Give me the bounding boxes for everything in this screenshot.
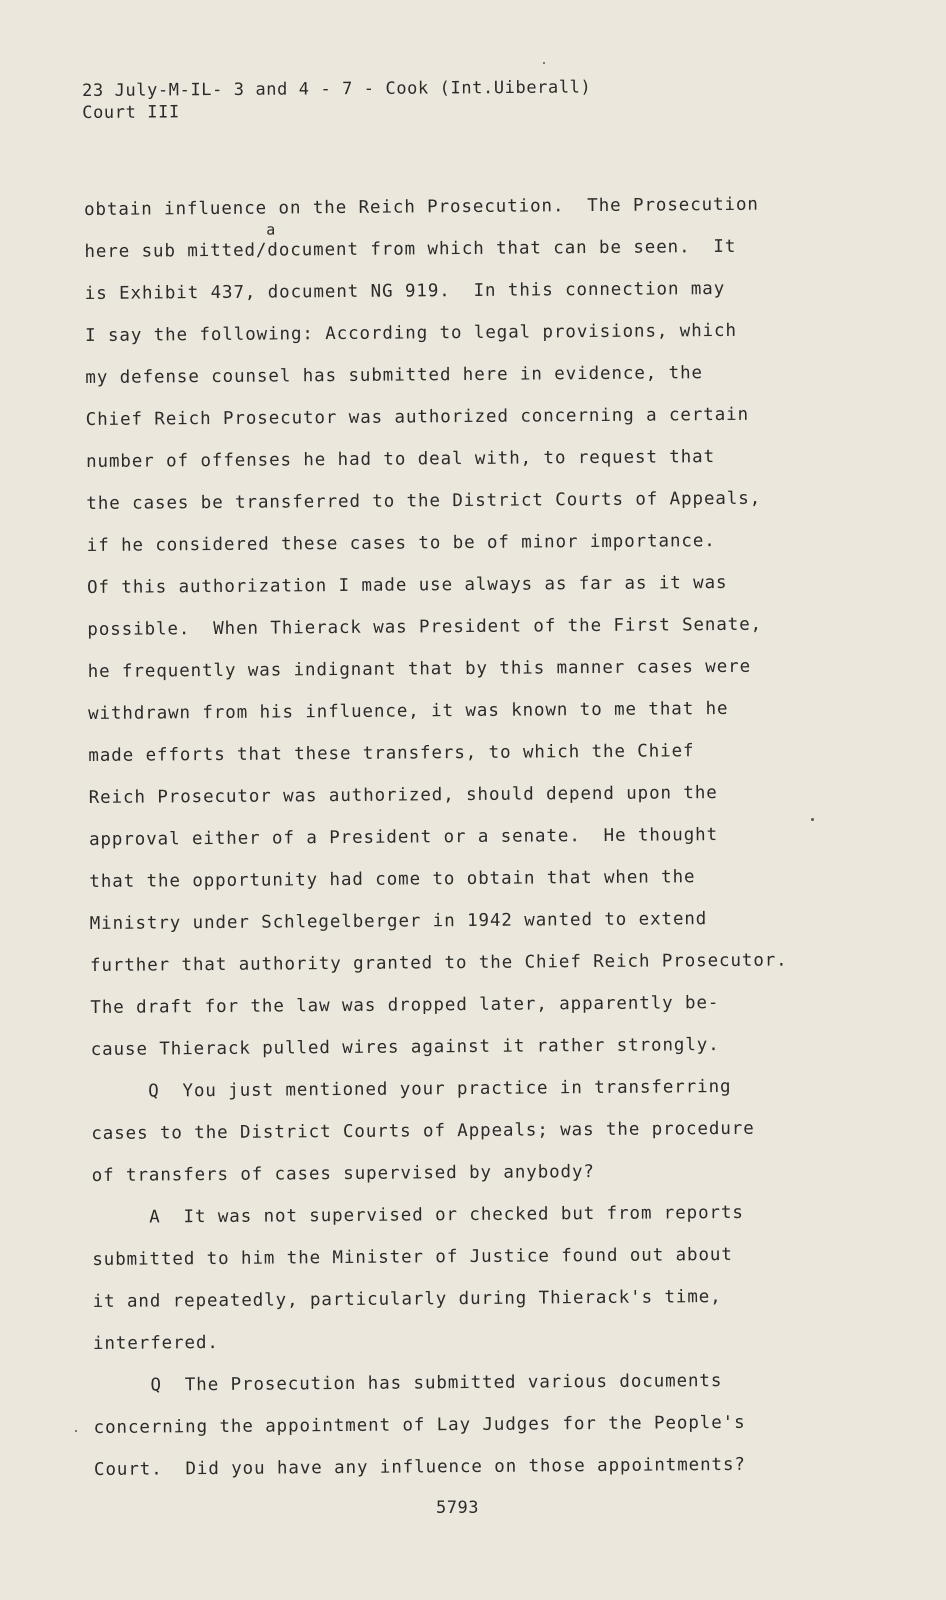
document-header bbox=[82, 76, 592, 124]
paper-speck bbox=[811, 818, 814, 821]
header-line-1: 23 July-M-IL- 3 and 4 - 7 - Cook (Int.Uiberall) bbox=[82, 77, 592, 101]
header-line-2: Court III bbox=[82, 102, 180, 123]
body-line: of transfers of cases supervised by anybody? bbox=[91, 1162, 595, 1186]
body-line: Q You just mentioned your practice in transferring bbox=[90, 1076, 732, 1102]
paper-speck bbox=[75, 1430, 77, 1432]
body-line: it and repeatedly, particularly during Thierack's time, bbox=[92, 1287, 722, 1312]
body-line: further that authority granted to the Chief Reich Prosecutor. bbox=[89, 950, 788, 976]
transcript-body bbox=[84, 194, 864, 1480]
body-line: here sub mitted/document from which that can be seen. It bbox=[84, 236, 737, 262]
body-line: obtain influence on the Reich Prosecution. The Prosecution bbox=[84, 194, 759, 220]
interlinear-insert: a bbox=[266, 220, 276, 239]
body-line: withdrawn from his influence, it was known to me that he bbox=[87, 698, 729, 724]
body-line: is Exhibit 437, document NG 919. In this connection may bbox=[84, 278, 726, 304]
body-line: approval either of a President or a senate. He thought bbox=[88, 825, 719, 850]
body-line: Court. Did you have any influence on those appointments? bbox=[93, 1454, 746, 1480]
body-line: if he considered these cases to be of minor importance. bbox=[86, 531, 716, 556]
body-line: concerning the appointment of Lay Judges for the People's bbox=[93, 1412, 746, 1438]
body-line: Q The Prosecution has submitted various documents bbox=[93, 1371, 723, 1396]
body-line: he frequently was indignant that by this manner cases were bbox=[87, 656, 752, 682]
body-line: my defense counsel has submitted here in evidence, the bbox=[85, 363, 704, 388]
body-line: The draft for the law was dropped later, apparently be- bbox=[90, 993, 720, 1018]
body-line: number of offenses he had to deal with, to request that bbox=[85, 447, 716, 472]
body-line: Reich Prosecutor was authorized, should depend upon the bbox=[88, 783, 718, 808]
body-line: that the opportunity had come to obtain that when the bbox=[89, 867, 696, 892]
page-number: 5793 bbox=[436, 1498, 479, 1518]
body-line: interfered. bbox=[92, 1332, 219, 1354]
body-line: possible. When Thierack was President of the First Senate, bbox=[87, 614, 763, 640]
body-line: submitted to him the Minister of Justice found out about bbox=[92, 1244, 733, 1270]
body-line: Chief Reich Prosecutor was authorized concerning a certain bbox=[85, 404, 750, 430]
body-line: the cases be transferred to the District Courts of Appeals, bbox=[86, 488, 762, 514]
body-line: cases to the District Courts of Appeals; was the procedure bbox=[91, 1118, 755, 1144]
paper-speck bbox=[543, 62, 545, 64]
body-line: cause Thierack pulled wires against it rather strongly. bbox=[90, 1035, 720, 1060]
body-line: made efforts that these transfers, to which the Chief bbox=[88, 741, 695, 766]
body-line: Ministry under Schlegelberger in 1942 wanted to extend bbox=[89, 909, 708, 934]
body-line: I say the following: According to legal provisions, which bbox=[84, 320, 737, 346]
body-line: Of this authorization I made use always as far as it was bbox=[86, 572, 728, 598]
body-line: A It was not supervised or checked but from reports bbox=[91, 1202, 744, 1228]
